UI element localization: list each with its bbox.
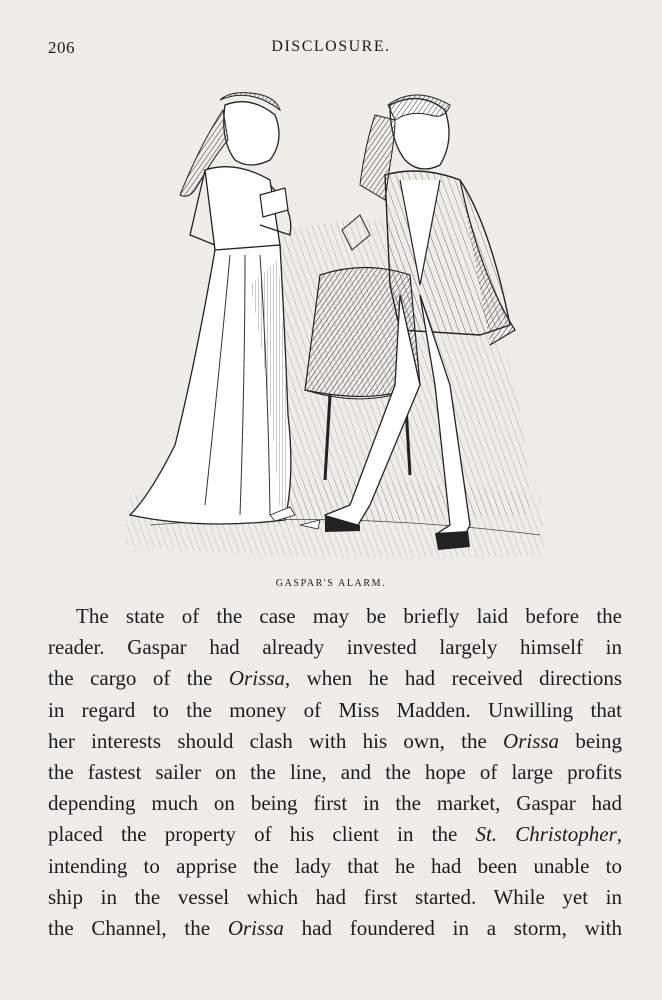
text-run: had foundered in a storm, with bbox=[283, 915, 622, 940]
body-text bbox=[48, 601, 622, 944]
text-run: the cargo of the bbox=[48, 666, 229, 691]
text-run: intending to apprise the lady that he had been unable to bbox=[48, 853, 622, 878]
page-number: 206 bbox=[48, 38, 75, 57]
text-run: reader. Gaspar had already invested largely himself in bbox=[48, 635, 622, 660]
text-run: placed the property of his client in the bbox=[48, 822, 476, 847]
woman-figure bbox=[130, 93, 291, 524]
text-line bbox=[48, 882, 622, 913]
italic-text: Orissa bbox=[503, 728, 560, 753]
text-line bbox=[48, 913, 622, 944]
text-line bbox=[48, 632, 622, 663]
italic-text: St. Christopher bbox=[475, 822, 617, 847]
text-line bbox=[48, 695, 622, 726]
text-line bbox=[48, 788, 622, 819]
text-run: ship in the vessel which had first started. While yet in bbox=[48, 884, 622, 909]
text-run: the fastest sailer on the line, and the hope of large profits bbox=[48, 759, 622, 784]
text-line bbox=[48, 819, 622, 850]
illustration-caption: GASPAR'S ALARM. bbox=[275, 578, 387, 589]
text-line bbox=[48, 601, 622, 632]
text-run: in regard to the money of Miss Madden. Unwilling that bbox=[48, 697, 622, 722]
text-run: , when he had received directions bbox=[284, 666, 622, 691]
text-run: the Channel, the bbox=[48, 915, 228, 940]
text-run: depending much on being first in the market, Gaspar had bbox=[48, 791, 622, 816]
engraving-drawing bbox=[120, 85, 550, 570]
text-line bbox=[48, 663, 622, 694]
page-header bbox=[0, 38, 662, 62]
text-line bbox=[48, 726, 622, 757]
running-head: DISCLOSURE. bbox=[271, 38, 391, 55]
text-run: The state of the case may be briefly laid before the bbox=[76, 604, 622, 628]
italic-text: Orissa bbox=[227, 915, 284, 940]
text-line bbox=[48, 757, 622, 788]
engraving-illustration bbox=[120, 85, 550, 570]
text-run: her interests should clash with his own, the bbox=[48, 728, 504, 753]
text-run: , bbox=[616, 822, 622, 847]
text-run: being bbox=[559, 728, 622, 753]
italic-text: Orissa bbox=[228, 666, 285, 691]
text-line bbox=[48, 851, 622, 882]
